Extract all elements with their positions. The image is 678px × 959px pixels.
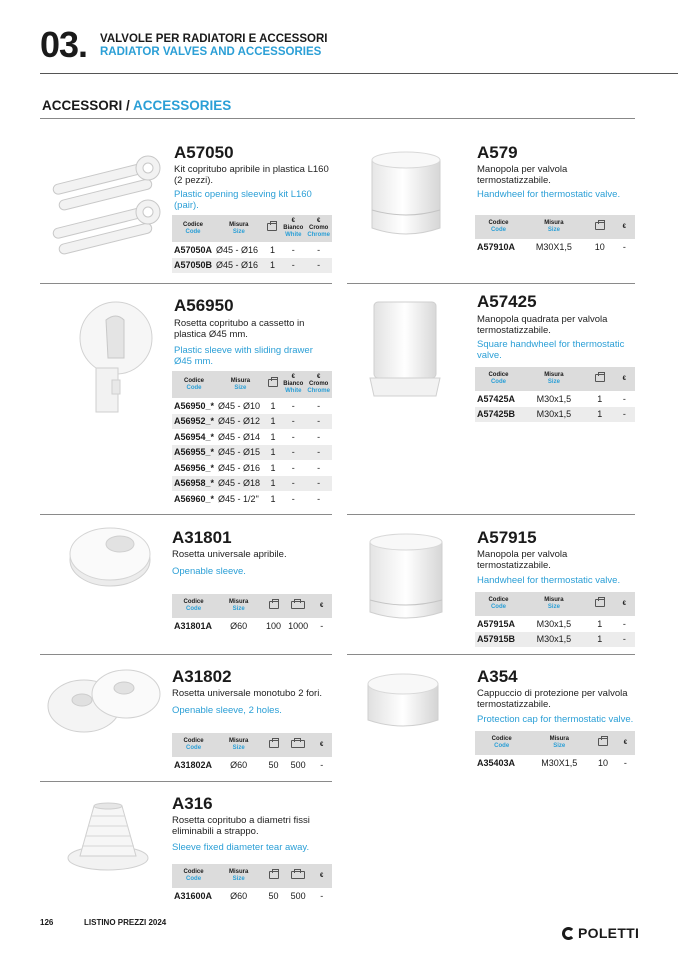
- box-icon: [586, 592, 614, 616]
- col-price: €: [614, 215, 635, 239]
- product-description-it: Manopola quadrata per valvola termostatizzabile.: [477, 314, 608, 336]
- col-size: Misura Size: [528, 731, 590, 755]
- table-row: A57915B M30x1,5 1 -: [475, 632, 635, 648]
- table-row: A56956_* Ø45 - Ø16 1 - -: [174, 462, 321, 473]
- table-row: A56960_* Ø45 - 1/2" 1 - -: [174, 493, 321, 504]
- col-size: Misura Size: [216, 371, 265, 398]
- table-row: A56958_* Ø45 - Ø18 1 - -: [172, 476, 332, 492]
- table-row: A56952_* Ø45 - Ø12 1 - -: [172, 414, 332, 430]
- section-title: [42, 98, 231, 113]
- box-icon: [262, 733, 285, 757]
- row-divider: [347, 654, 635, 655]
- product-description-en: Handwheel for thermostatic valve.: [477, 189, 621, 200]
- product-description-en: Square handwheel for thermostatic valve.: [477, 339, 625, 361]
- product-code: A57425: [477, 292, 537, 311]
- col-white: € Bianco White: [281, 215, 305, 242]
- row-divider: [40, 781, 332, 782]
- col-code: Codice Code: [475, 731, 528, 755]
- product-table-a56950: [172, 371, 332, 507]
- chapter-title-it: VALVOLE PER RADIATORI E ACCESSORI: [100, 33, 328, 45]
- col-code: Codice Code: [475, 215, 522, 239]
- table-row: A57425B M30x1,5 1 -: [475, 407, 635, 423]
- product-image-a354: [362, 666, 444, 741]
- table-row: A56950_* Ø45 - Ø10 1 - -: [174, 400, 321, 411]
- product-image-a57050: [44, 150, 164, 265]
- product-table-a31802: [172, 733, 332, 773]
- logo-mark-icon: [562, 927, 575, 940]
- price-list-label: LISTINO PREZZI 2024: [84, 918, 167, 927]
- product-description-it: Manopola per valvola termostatizzabile.: [477, 549, 568, 571]
- product-code: A579: [477, 143, 518, 162]
- row-divider: [40, 514, 332, 515]
- col-size: Misura Size: [522, 367, 586, 391]
- product-code: A31801: [172, 528, 232, 547]
- product-description-en: Openable sleeve.: [172, 566, 246, 577]
- table-row: A57050A Ø45 - Ø16 1 - -: [174, 244, 321, 255]
- carton-icon: [285, 594, 312, 618]
- col-price: €: [614, 592, 635, 616]
- product-table-a57915: [475, 592, 635, 647]
- box-icon: [264, 215, 282, 242]
- product-image-a31801: [66, 520, 156, 595]
- table-row: A31802A Ø60 50 500 -: [174, 759, 324, 770]
- brand-logo: [562, 925, 639, 941]
- product-image-a56950: [78, 300, 158, 420]
- chapter-title-en: RADIATOR VALVES AND ACCESSORIES: [100, 46, 322, 58]
- section-divider: [40, 118, 635, 119]
- product-description-en: Plastic opening sleeving kit L160 (pair).: [174, 189, 312, 211]
- product-table-a316: [172, 864, 332, 904]
- box-icon: [265, 371, 282, 398]
- row-divider: [40, 654, 332, 655]
- table-row: A57425A M30x1,5 1 -: [477, 393, 626, 404]
- col-chrome: € Cromo Chrome: [305, 371, 332, 398]
- product-description-en: Protection cap for thermostatic valve.: [477, 714, 634, 725]
- product-table-a57050: [172, 215, 332, 273]
- table-row: A57050B Ø45 - Ø16 1 - -: [172, 258, 332, 274]
- carton-icon: [285, 864, 312, 888]
- col-price: €: [614, 367, 635, 391]
- product-description-en: Handwheel for thermostatic valve.: [477, 575, 621, 586]
- product-code: A316: [172, 794, 213, 813]
- col-white: € Bianco White: [281, 371, 305, 398]
- box-icon: [262, 864, 285, 888]
- product-description-en: Openable sleeve, 2 holes.: [172, 705, 282, 716]
- row-divider: [40, 283, 332, 284]
- col-price: €: [311, 733, 332, 757]
- box-icon: [262, 594, 285, 618]
- box-icon: [590, 731, 616, 755]
- section-title-it: ACCESSORI /: [42, 98, 130, 113]
- product-description-it: Rosetta copritubo a cassetto in plastica Ø45 mm.: [174, 318, 305, 340]
- col-code: Codice Code: [172, 371, 216, 398]
- product-table-a579: [475, 215, 635, 255]
- col-code: Codice Code: [172, 594, 215, 618]
- carton-icon: [285, 733, 312, 757]
- col-size: Misura Size: [214, 215, 264, 242]
- product-code: A57050: [174, 143, 234, 162]
- table-row: A31801A Ø60 100 1000 -: [174, 620, 324, 631]
- table-row: A57915A M30x1,5 1 -: [477, 618, 626, 629]
- table-row: A56955_* Ø45 - Ø15 1 - -: [172, 445, 332, 461]
- product-description-it: Cappuccio di protezione per valvola termostatizzabile.: [477, 688, 628, 710]
- col-size: Misura Size: [215, 594, 262, 618]
- col-size: Misura Size: [522, 592, 586, 616]
- col-code: Codice Code: [172, 864, 215, 888]
- product-code: A354: [477, 667, 518, 686]
- col-size: Misura Size: [215, 864, 262, 888]
- col-code: Codice Code: [475, 367, 522, 391]
- header-divider: [40, 73, 678, 74]
- col-code: Codice Code: [172, 733, 215, 757]
- col-size: Misura Size: [522, 215, 586, 239]
- product-description-it: Rosetta universale monotubo 2 fori.: [172, 688, 322, 699]
- page-number: 126: [40, 918, 54, 927]
- col-price: €: [311, 864, 332, 888]
- col-code: Codice Code: [475, 592, 522, 616]
- col-code: Codice Code: [172, 215, 214, 242]
- col-size: Misura Size: [215, 733, 262, 757]
- box-icon: [586, 215, 614, 239]
- table-row: A57910A M30X1,5 10 -: [477, 241, 626, 252]
- chapter-number: 03.: [40, 24, 88, 65]
- product-table-a57425: [475, 367, 635, 422]
- table-row: A31600A Ø60 50 500 -: [174, 890, 324, 901]
- product-description-it: Kit copritubo apribile in plastica L160 (2 pezzi).: [174, 164, 329, 186]
- section-title-en: ACCESSORIES: [133, 98, 232, 113]
- col-chrome: € Cromo Chrome: [305, 215, 332, 242]
- product-table-a31801: [172, 594, 332, 634]
- product-description-it: Rosetta universale apribile.: [172, 549, 287, 560]
- row-divider: [347, 283, 635, 284]
- product-code: A31802: [172, 667, 232, 686]
- product-description-it: Manopola per valvola termostatizzabile.: [477, 164, 568, 186]
- box-icon: [586, 367, 614, 391]
- row-divider: [347, 514, 635, 515]
- product-image-a57425: [366, 298, 446, 408]
- table-row: A56954_* Ø45 - Ø14 1 - -: [174, 431, 321, 442]
- product-image-a579: [366, 148, 446, 248]
- product-description-it: Rosetta copritubo a diametri fissi eliminabili a strappo.: [172, 815, 310, 837]
- product-description-en: Sleeve fixed diameter tear away.: [172, 842, 310, 853]
- product-image-a31802: [44, 660, 164, 745]
- product-code: A57915: [477, 528, 537, 547]
- product-code: A56950: [174, 296, 234, 315]
- product-description-en: Plastic sleeve with sliding drawer Ø45 mm.: [174, 345, 313, 367]
- table-row: A35403A M30X1,5 10 -: [477, 757, 627, 768]
- brand-name: POLETTI: [578, 925, 640, 941]
- col-price: €: [311, 594, 332, 618]
- product-image-a316: [64, 800, 154, 877]
- col-price: €: [616, 731, 635, 755]
- product-image-a57915: [366, 530, 446, 630]
- product-table-a354: [475, 731, 635, 771]
